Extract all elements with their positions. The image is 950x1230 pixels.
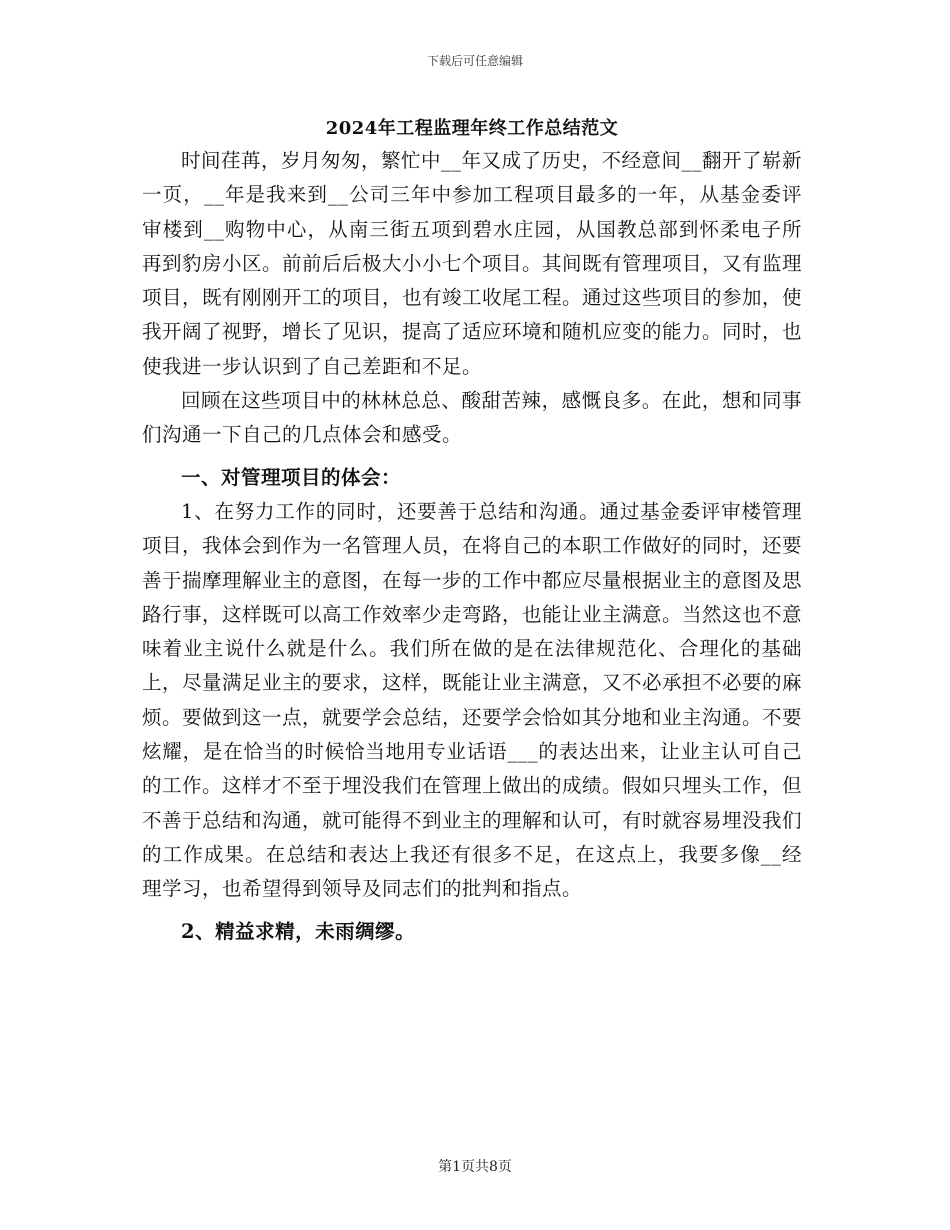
section-heading-excellence: 2、精益求精，未雨绸缪。 [181,919,416,943]
review-paragraph: 回顾在这些项目中的林林总总、酸甜苦辣，感慨良多。在此，想和同事们沟通一下自己的几点体会和感受。 [142,389,802,447]
page-header-note: 下载后可任意编辑 [426,54,523,68]
section-heading-management: 一、对管理项目的体会： [181,465,402,489]
document-body [142,114,802,949]
intro-paragraph: 时间荏苒，岁月匆匆，繁忙中__年又成了历史，不经意间__翻开了崭新一页，__年是我来到__公司三年中参加工程项目最多的一年，从基金委评审楼到__购物中心，从南三街五项到碧水庄园，从国教总部到怀柔电子所再到豹房小区。前前后后极大小小七个项目。其间既有管理项目，又有监理项目，既有刚刚开工的项目，也有竣工收尾工程。通过这些项目的参加，使我开阔了视野，增长了见识，提高了适应环境和随机应变的能力。同时，也使我进一步认识到了自己差距和不足。 [142,149,803,378]
page-footer-number: 第1页共8页 [438,1159,512,1175]
management-paragraph-1: 1、在努力工作的同时，还要善于总结和沟通。通过基金委评审楼管理项目，我体会到作为一名管理人员，在将自己的本职工作做好的同时，还要善于揣摩理解业主的意图，在每一步的工作中都应尽量根据业主的意图及思路行事，这样既可以高工作效率少走弯路，也能让业主满意。当然这也不意味着业主说什么就是什么。我们所在做的是在法律规范化、合理化的基础上，尽量满足业主的要求，这样，既能让业主满意，又不必承担不必要的麻烦。要做到这一点，就要学会总结，还要学会恰如其分地和业主沟通。不要炫耀，是在恰当的时候恰当地用专业话语___的表达出来，让业主认可自己的工作。这样才不至于埋没我们在管理上做出的成绩。假如只埋头工作，但不善于总结和沟通，就可能得不到业主的理解和认可，有时就容易埋没我们的工作成果。在总结和表达上我还有很多不足，在这点上，我要多像__经理学习，也希望得到领导及同志们的批判和指点。 [142,499,803,901]
document-title: 2024年工程监理年终工作总结范文 [325,118,619,139]
